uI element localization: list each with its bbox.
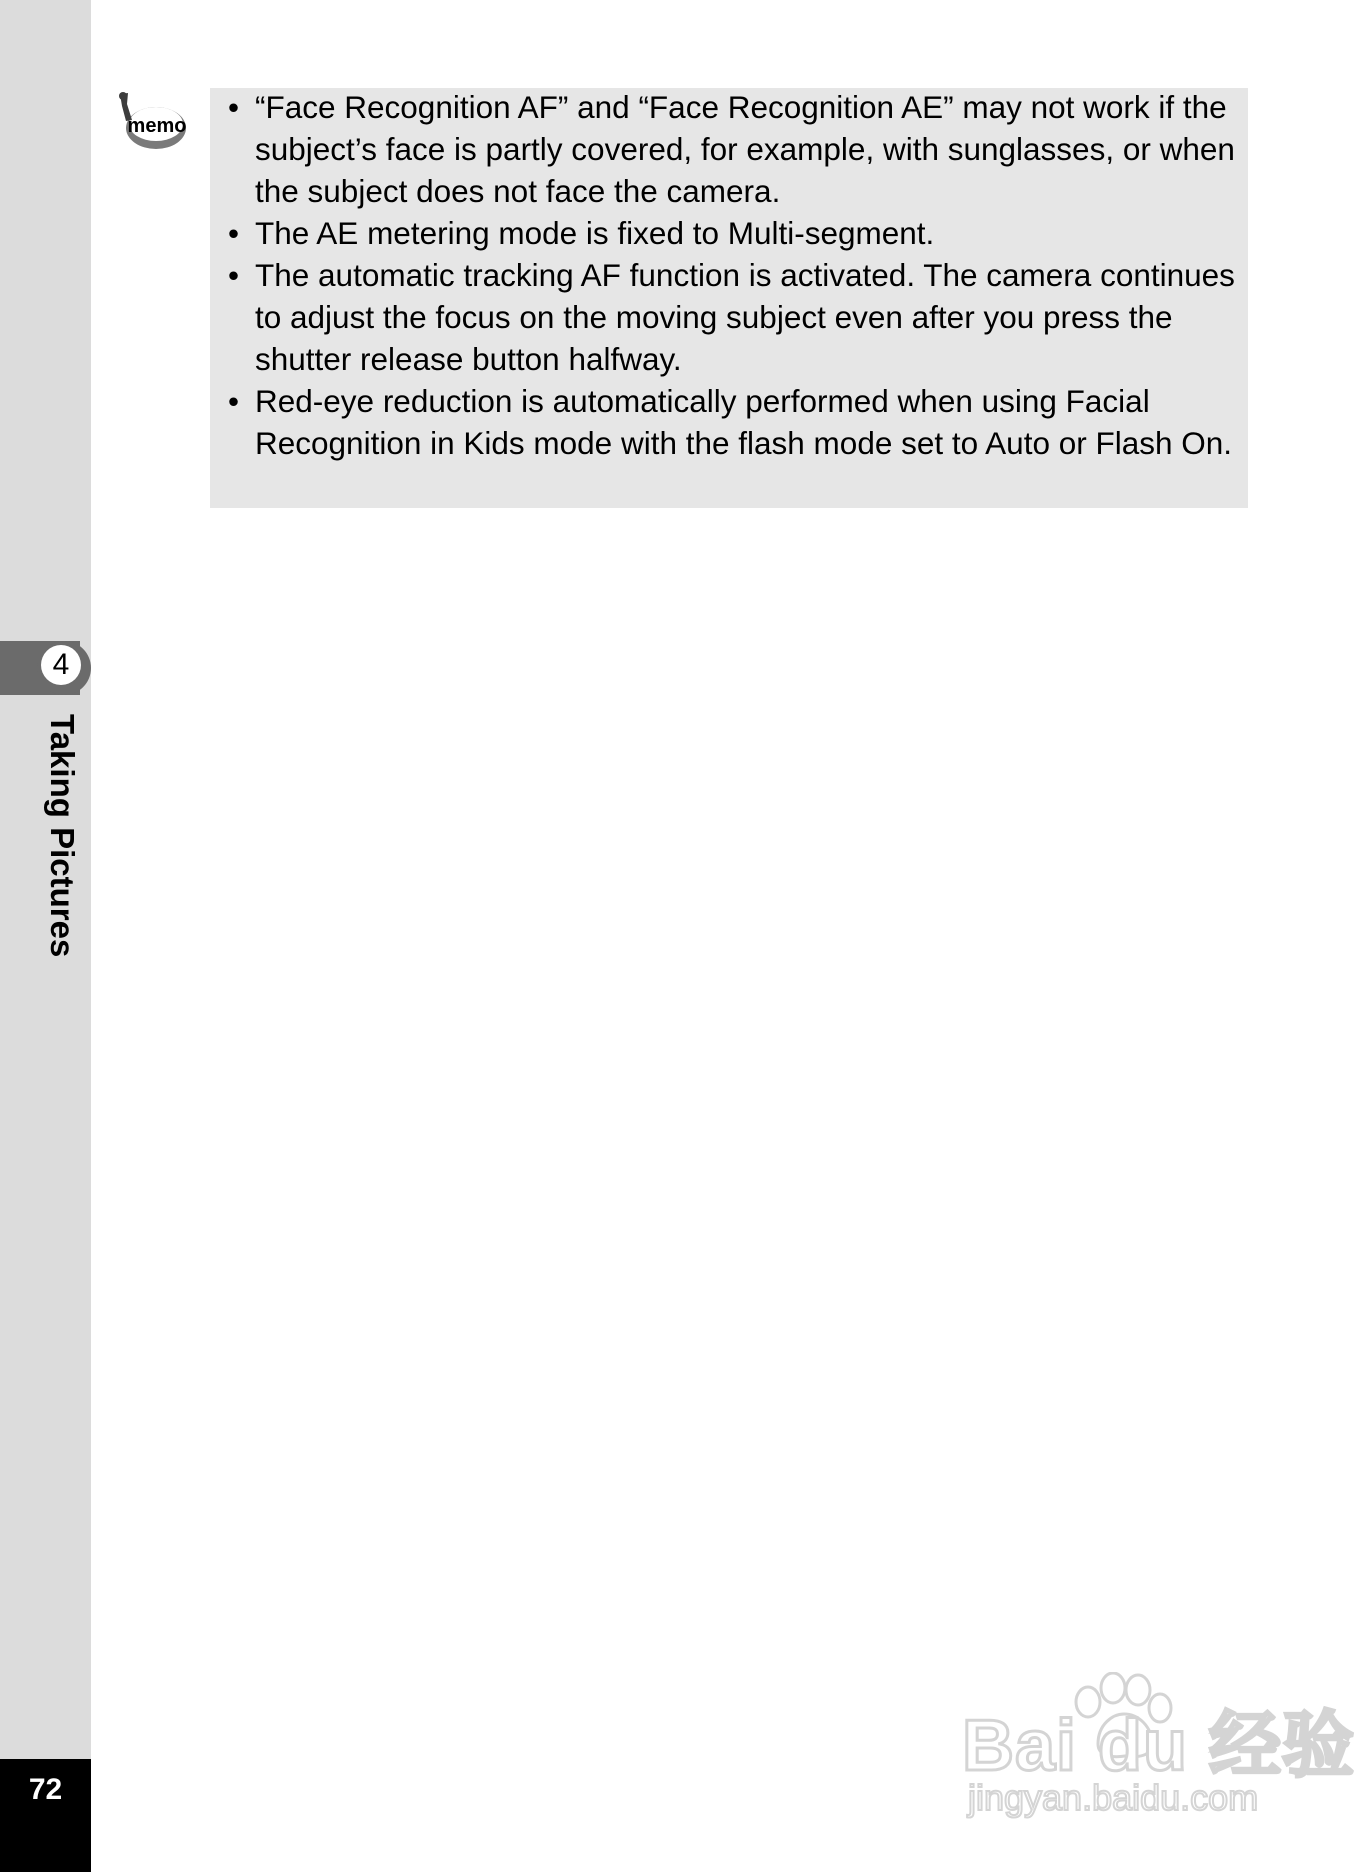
memo-icon-label: memo: [127, 115, 187, 137]
memo-list: [228, 86, 1240, 464]
chapter-number: 4: [41, 645, 81, 685]
watermark-brand: Bai du 经验: [962, 1706, 1356, 1786]
memo-icon: [114, 90, 190, 160]
chapter-title: Taking Pictures: [44, 714, 81, 958]
page-number: 72: [28, 1773, 63, 1806]
watermark-url: jingyan.baidu.com: [968, 1777, 1259, 1818]
memo-item: • “Face Recognition AF” and “Face Recognition AE” may not work if the subject’s face is partly covered, for example, with sunglasses, or when the subject does not face the camera.: [228, 86, 1240, 212]
memo-item: • The AE metering mode is fixed to Multi-segment.: [228, 212, 1240, 254]
memo-item: • The automatic tracking AF function is activated. The camera continues to adjust the focus on the moving subject even after you press the shutter release button halfway.: [228, 254, 1240, 380]
memo-item: • Red-eye reduction is automatically performed when using Facial Recognition in Kids mode with the flash mode set to Auto or Flash On.: [228, 380, 1240, 464]
